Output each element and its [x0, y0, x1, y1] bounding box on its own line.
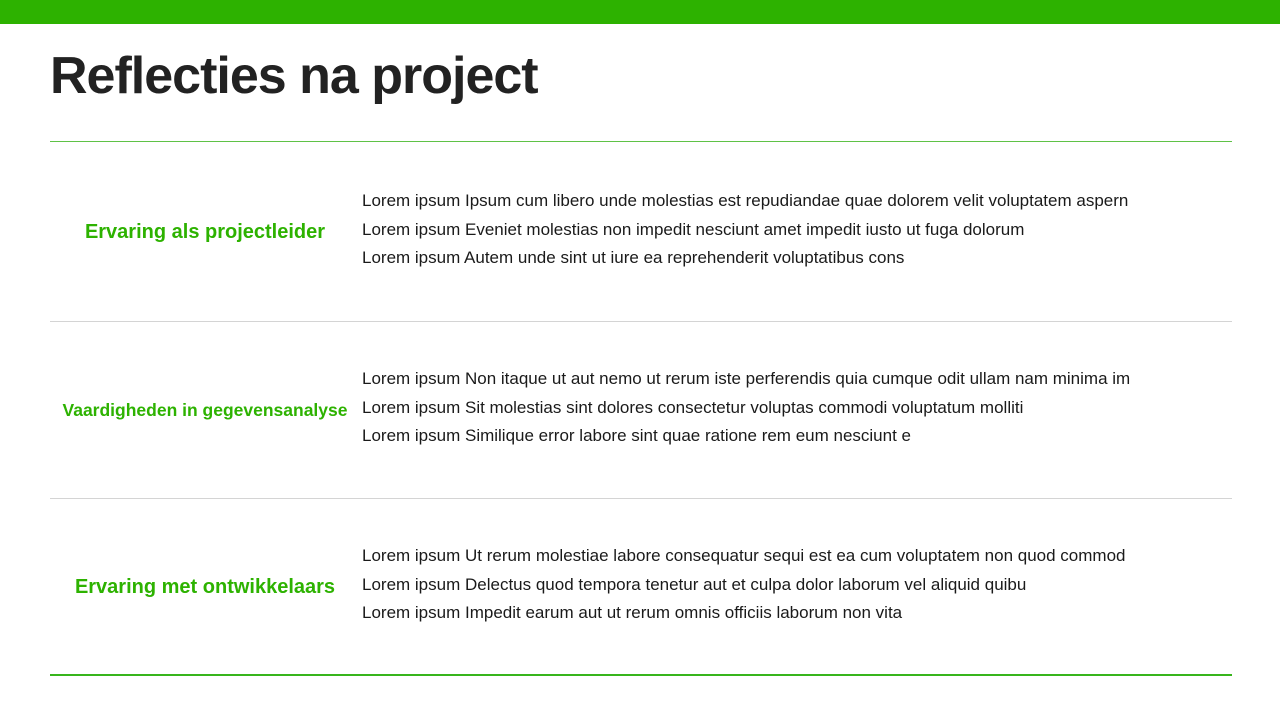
text-line: Lorem ipsum Ut rerum molestiae labore consequatur sequi est ea cum voluptatem non quod commod — [362, 546, 1126, 565]
text-line: Lorem ipsum Eveniet molestias non impedit nesciunt amet impedit iusto ut fuga dolorum — [362, 219, 1025, 239]
text-line: Lorem ipsum Impedit earum aut ut rerum omnis officiis laborum non vita — [362, 603, 903, 622]
section-row — [50, 187, 1232, 277]
bottom-divider — [50, 674, 1232, 676]
section-text — [362, 187, 1128, 273]
top-accent-bar — [0, 0, 1280, 24]
section-label: Vaardigheden in gegevensanalyse — [62, 399, 348, 420]
section-divider — [50, 498, 1232, 499]
text-line: Lorem ipsum Delectus quod tempora tenetur aut et culpa dolor laborum vel aliquid quibu — [362, 574, 1027, 594]
title-divider — [50, 141, 1232, 142]
section-text — [362, 542, 1126, 628]
section-label: Ervaring met ontwikkelaars — [74, 575, 336, 598]
text-line: Lorem ipsum Autem unde sint ut iure ea reprehenderit voluptatibus cons — [362, 248, 905, 267]
text-line: Lorem ipsum Non itaque ut aut nemo ut rerum iste perferendis quia cumque odit ullam nam minima im — [362, 369, 1131, 388]
text-line: Lorem ipsum Ipsum cum libero unde molestias est repudiandae quae dolorem velit voluptatem aspern — [362, 191, 1129, 210]
text-line: Lorem ipsum Similique error labore sint quae ratione rem eum nesciunt e — [362, 426, 911, 445]
section-label: Ervaring als projectleider — [84, 220, 326, 243]
section-text — [362, 365, 1130, 451]
section-row — [50, 542, 1232, 632]
page-title: Reflecties na project — [50, 47, 538, 105]
text-line: Lorem ipsum Sit molestias sint dolores consectetur voluptas commodi voluptatum molliti — [362, 397, 1024, 417]
section-divider — [50, 321, 1232, 322]
section-row — [50, 365, 1232, 455]
